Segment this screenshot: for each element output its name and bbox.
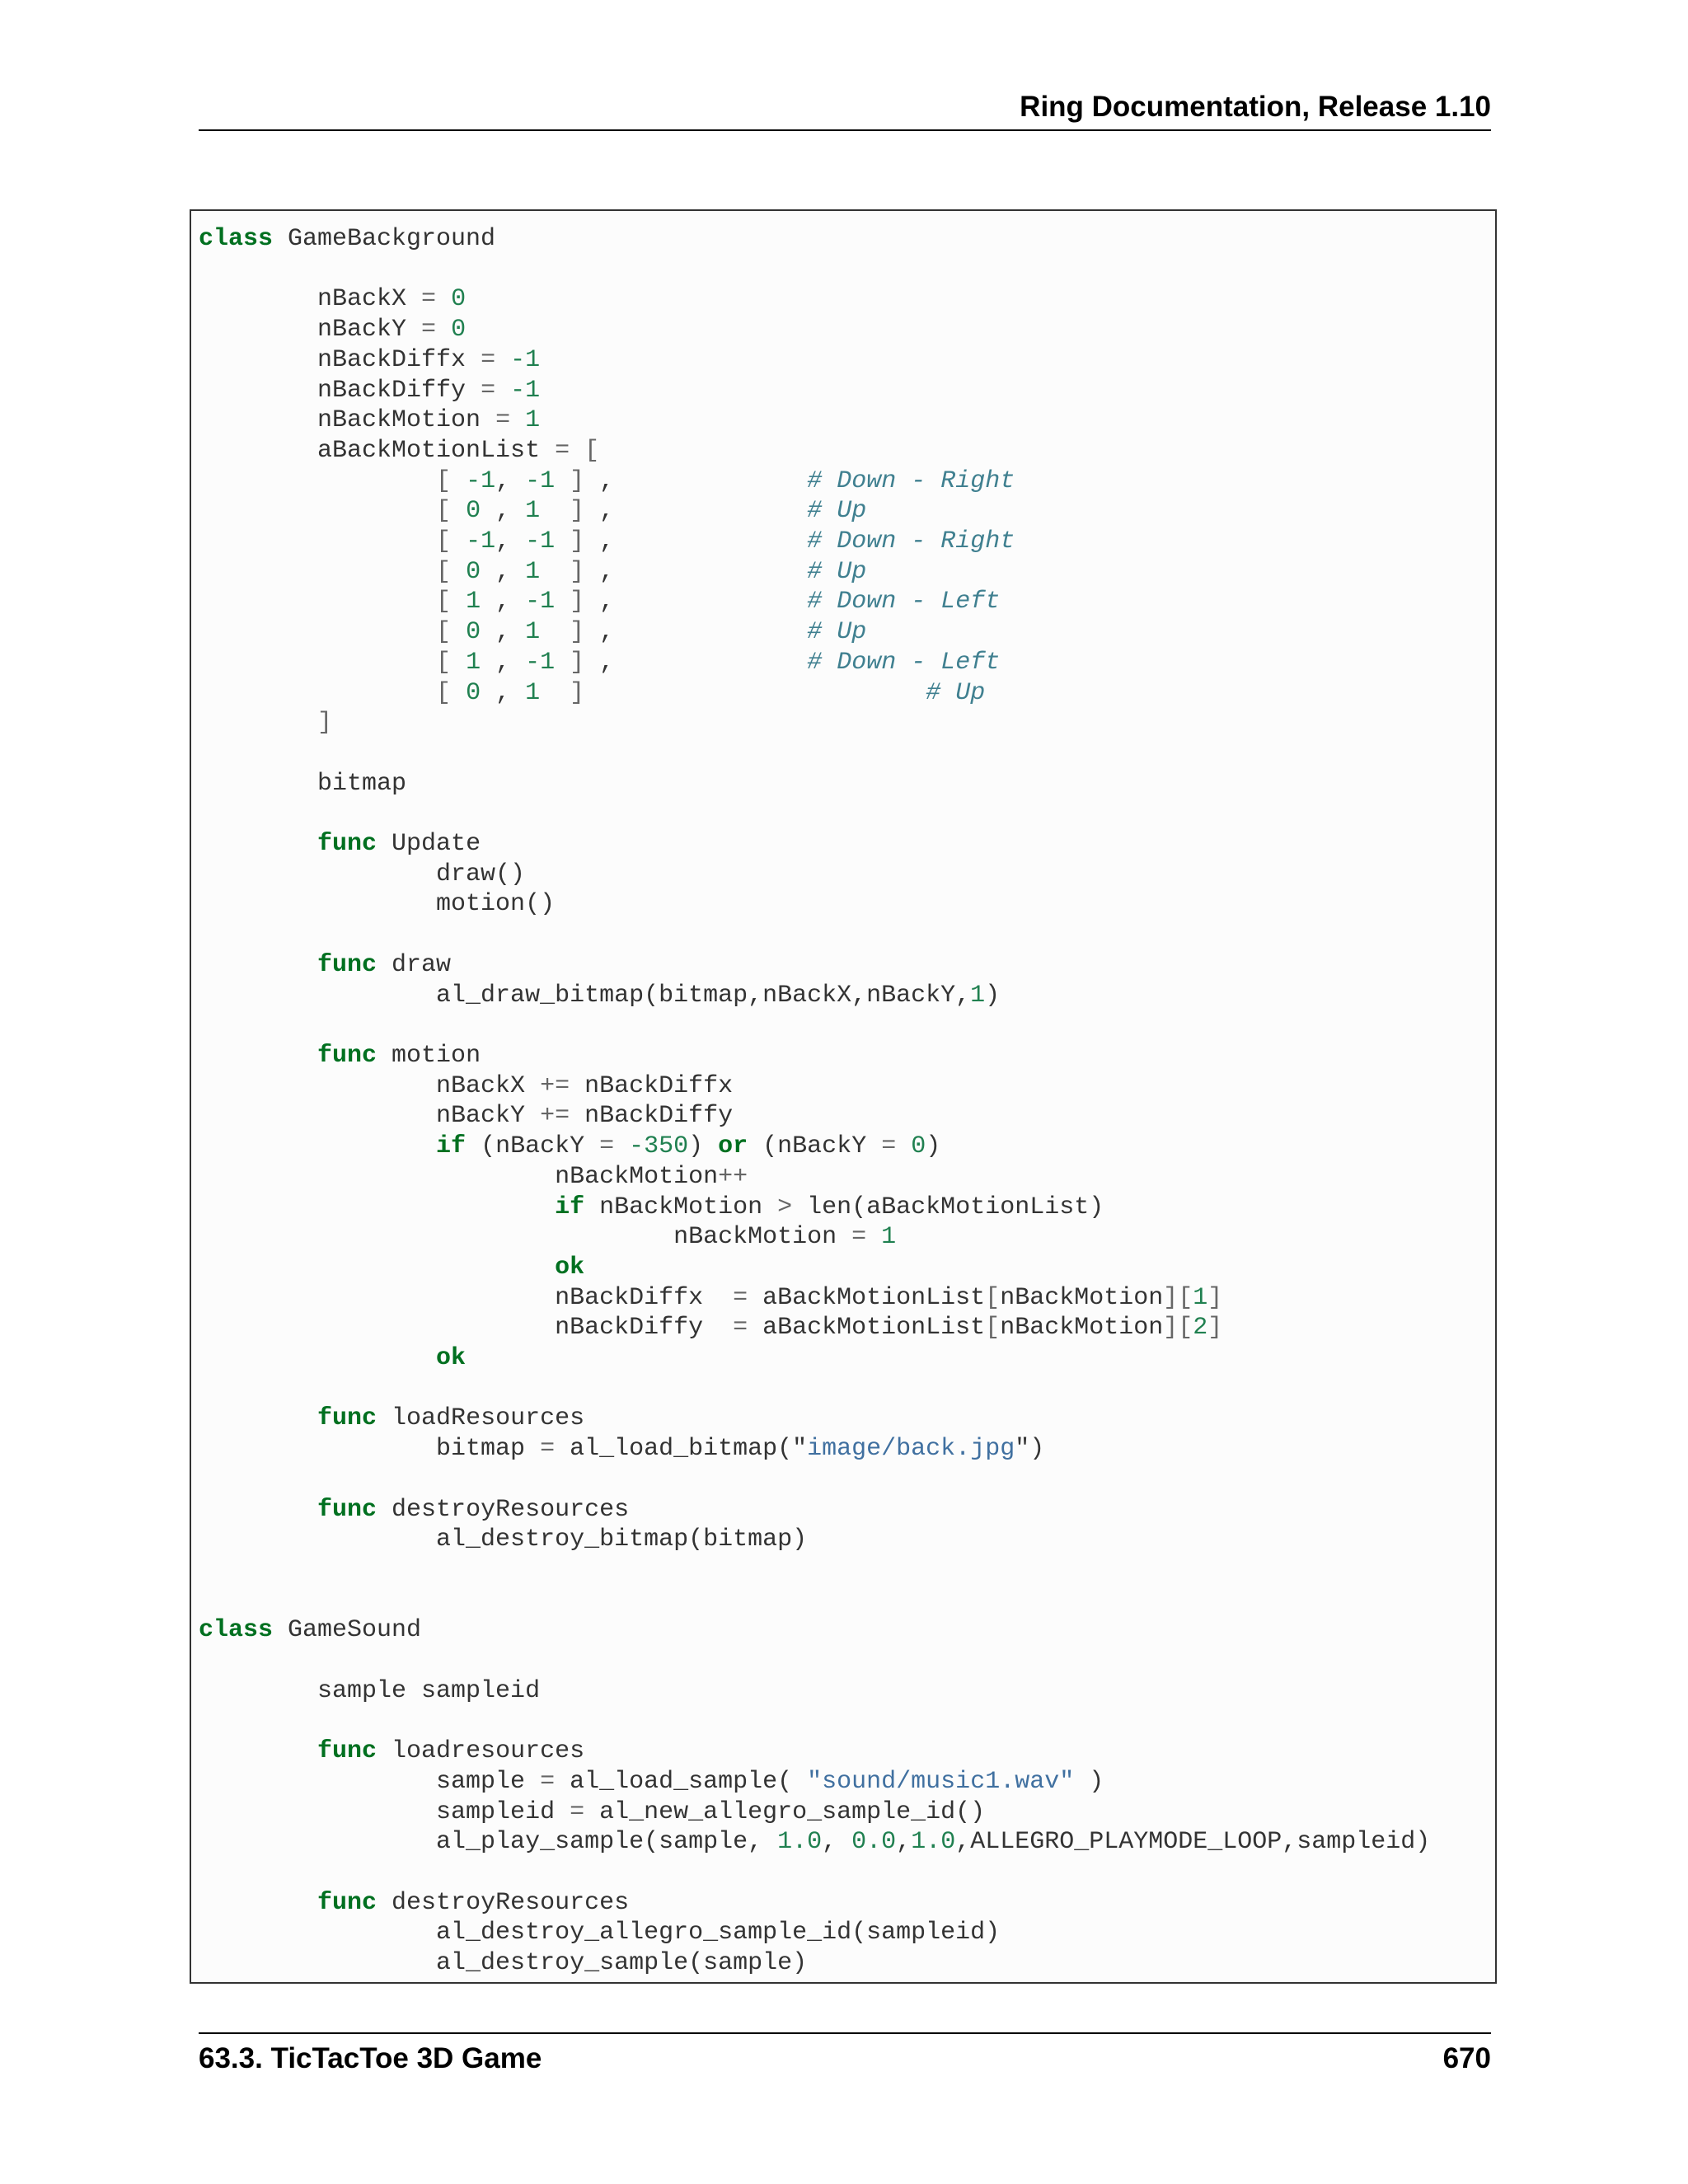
code-operator: [ — [436, 618, 452, 647]
code-text — [540, 679, 570, 707]
code-text — [199, 558, 436, 586]
code-text — [866, 1223, 881, 1251]
code-keyword: func — [317, 1495, 377, 1524]
code-line — [199, 709, 332, 737]
code-text: , — [584, 648, 808, 677]
running-header-title: Ring Documentation, Release 1.10 — [1020, 91, 1491, 123]
code-text — [199, 951, 317, 979]
code-keyword: if — [555, 1193, 585, 1221]
code-text: sample — [199, 1767, 541, 1796]
code-text — [436, 316, 451, 344]
code-line — [199, 649, 1000, 677]
code-operator: [ — [436, 648, 452, 677]
code-text: ) — [926, 1132, 941, 1161]
code-comment: # Down - Right — [807, 527, 1015, 556]
code-number: -350 — [629, 1132, 689, 1161]
code-text — [199, 467, 436, 495]
code-keyword: func — [317, 830, 377, 859]
code-operator: = — [555, 436, 570, 465]
code-text: nBackMotion — [199, 1162, 719, 1191]
code-keyword: class — [199, 225, 274, 253]
code-text: len(aBackMotionList) — [792, 1193, 1104, 1221]
code-line — [199, 467, 1015, 495]
code-text: nBackMotion — [1000, 1314, 1164, 1343]
code-text: bitmap — [199, 1435, 541, 1464]
code-line — [199, 346, 540, 374]
code-operator: += — [540, 1102, 570, 1131]
code-text: , — [584, 618, 808, 647]
code-operator: > — [777, 1193, 793, 1221]
code-operator: ] — [570, 466, 585, 495]
code-text — [199, 1132, 436, 1160]
code-line — [199, 316, 466, 344]
footer-divider — [199, 2032, 1491, 2034]
code-line — [199, 1284, 1222, 1312]
code-line — [199, 1163, 748, 1191]
code-keyword: ok — [555, 1253, 585, 1282]
code-operator: ] — [570, 678, 585, 707]
code-text: nBackX — [199, 1071, 541, 1100]
code-text — [451, 497, 466, 525]
code-text — [199, 1254, 555, 1282]
code-text — [540, 558, 570, 586]
code-text — [510, 406, 525, 434]
code-operator: [ — [436, 557, 452, 586]
code-line — [199, 1344, 466, 1372]
code-keyword: or — [718, 1132, 748, 1161]
code-line — [199, 1949, 807, 1977]
code-line — [199, 1768, 1104, 1796]
code-line — [199, 558, 866, 586]
code-number: 1 — [1193, 1283, 1208, 1312]
code-text: , — [584, 557, 808, 586]
code-line — [199, 1889, 629, 1917]
code-line — [199, 1798, 985, 1826]
code-text: nBackX — [199, 285, 422, 314]
code-text — [614, 1132, 629, 1160]
header-divider — [199, 129, 1491, 131]
code-text: ,ALLEGRO_PLAYMODE_LOOP,sampleid) — [955, 1828, 1431, 1857]
code-text: nBackMotion — [199, 1223, 852, 1252]
code-string: image/back.jpg — [807, 1435, 1015, 1464]
code-line — [199, 1042, 481, 1070]
code-text — [199, 1042, 317, 1070]
code-comment: # Down - Left — [807, 648, 1001, 677]
code-number: 1 — [466, 588, 481, 616]
code-text — [451, 558, 466, 586]
code-text — [199, 1889, 317, 1917]
code-text: , — [584, 466, 808, 495]
code-text — [555, 649, 570, 677]
code-number: 0 — [911, 1132, 926, 1161]
code-text — [199, 1344, 436, 1372]
code-text: , — [584, 527, 808, 556]
code-line — [199, 1404, 584, 1432]
code-number: 0 — [466, 678, 481, 707]
code-text — [199, 1496, 317, 1524]
code-line — [199, 679, 985, 707]
code-text: ) — [688, 1132, 719, 1161]
code-text: motion() — [199, 890, 556, 919]
code-text: , — [584, 497, 808, 526]
code-line — [199, 770, 406, 798]
code-operator: [ — [436, 466, 452, 495]
code-text: al_destroy_bitmap(bitmap) — [199, 1526, 808, 1554]
code-text — [199, 649, 436, 677]
code-number: 1 — [970, 981, 986, 1010]
code-operator: = — [881, 1132, 897, 1161]
code-text — [199, 497, 436, 525]
code-text: nBackY — [199, 1102, 541, 1131]
code-text — [451, 679, 466, 707]
code-text: aBackMotionList — [748, 1283, 986, 1312]
code-line — [199, 830, 481, 858]
code-text — [451, 588, 466, 616]
footer-section-title: 63.3. TicTacToe 3D Game — [199, 2042, 542, 2074]
code-line — [199, 225, 495, 253]
code-text: ) — [985, 981, 1001, 1010]
code-line — [199, 527, 1015, 555]
code-operator: = — [481, 376, 496, 405]
code-operator: [ — [985, 1283, 1001, 1312]
code-text: GameBackground — [273, 225, 496, 253]
code-line — [199, 1132, 940, 1160]
code-text: ") — [1015, 1435, 1045, 1464]
code-text: motion — [377, 1041, 481, 1070]
code-text: , — [481, 678, 526, 707]
code-text — [495, 346, 510, 374]
code-operator: = — [733, 1314, 748, 1343]
code-operator: = — [851, 1223, 867, 1252]
code-text: (nBackY — [748, 1132, 882, 1161]
code-text: , — [481, 648, 526, 677]
code-number: 0.0 — [851, 1828, 897, 1857]
code-text — [451, 618, 466, 646]
code-line — [199, 1193, 1104, 1221]
code-text — [436, 285, 451, 313]
code-operator: ] — [570, 648, 585, 677]
code-keyword: if — [436, 1132, 467, 1161]
code-operator: ] — [317, 709, 333, 738]
code-text: (nBackY — [466, 1132, 600, 1161]
code-operator: ] — [570, 527, 585, 556]
code-text: aBackMotionList — [748, 1314, 986, 1343]
code-text: aBackMotionList — [199, 436, 556, 465]
code-text — [555, 588, 570, 616]
code-number: -1 — [525, 466, 556, 495]
code-line — [199, 588, 1000, 616]
code-text: al_destroy_allegro_sample_id(sampleid) — [199, 1919, 1001, 1947]
code-number: 1 — [525, 406, 541, 435]
code-line — [199, 497, 866, 525]
code-line — [199, 377, 540, 405]
code-text: loadResources — [377, 1404, 585, 1433]
code-number: -1 — [510, 376, 541, 405]
code-line — [199, 1254, 584, 1282]
code-operator: ][ — [1163, 1314, 1193, 1343]
code-comment: # Up — [807, 618, 867, 647]
code-text: al_load_bitmap(" — [555, 1435, 808, 1464]
code-text: , — [495, 527, 526, 556]
code-keyword: func — [317, 1404, 377, 1433]
code-operator: = — [733, 1283, 748, 1312]
code-text: nBackDiffy — [570, 1102, 734, 1131]
code-text: , — [481, 497, 526, 526]
code-number: 0 — [451, 285, 467, 314]
code-text: sampleid — [199, 1797, 570, 1826]
code-text: al_play_sample(sample, — [199, 1828, 778, 1857]
code-operator: = — [495, 406, 511, 435]
code-text — [451, 649, 466, 677]
code-line — [199, 1072, 733, 1100]
code-text: bitmap — [199, 769, 407, 798]
code-line — [199, 1737, 584, 1765]
code-text: al_draw_bitmap(bitmap,nBackX,nBackY, — [199, 981, 971, 1010]
code-text — [555, 527, 570, 555]
code-operator: ] — [570, 497, 585, 526]
code-number: 1 — [881, 1223, 897, 1252]
code-listing — [199, 224, 1430, 1979]
code-keyword: func — [317, 1737, 377, 1766]
code-text: nBackMotion — [1000, 1283, 1164, 1312]
code-line — [199, 1223, 896, 1251]
code-text — [199, 527, 436, 555]
code-text: ) — [1074, 1767, 1104, 1796]
code-operator: ++ — [718, 1162, 748, 1191]
code-text: nBackDiffx — [199, 345, 481, 374]
code-line — [199, 951, 451, 979]
code-line — [199, 618, 866, 646]
code-number: -1 — [525, 588, 556, 616]
code-number: -1 — [525, 648, 556, 677]
code-operator: [ — [436, 497, 452, 526]
code-string: "sound/music1.wav" — [807, 1767, 1075, 1796]
code-number: 1 — [525, 618, 541, 647]
code-line — [199, 1435, 1044, 1463]
code-operator: ] — [570, 588, 585, 616]
code-operator: [ — [584, 436, 600, 465]
code-text — [570, 437, 584, 465]
code-number: -1 — [510, 345, 541, 374]
code-operator: ] — [1207, 1283, 1223, 1312]
code-text: destroyResources — [377, 1495, 630, 1524]
code-text — [199, 1737, 317, 1765]
code-text: draw() — [199, 860, 526, 888]
code-text: , — [495, 466, 526, 495]
code-operator: [ — [436, 527, 452, 556]
code-line — [199, 1677, 540, 1705]
code-text: nBackY — [199, 316, 422, 344]
code-text: , — [896, 1828, 912, 1857]
code-text — [555, 467, 570, 495]
code-line — [199, 1526, 807, 1554]
code-number: 1.0 — [911, 1828, 956, 1857]
code-text: nBackMotion — [584, 1193, 778, 1221]
code-number: 1 — [525, 678, 541, 707]
code-text — [199, 1193, 555, 1221]
code-text — [199, 618, 436, 646]
code-text: loadresources — [377, 1737, 585, 1766]
code-line — [199, 437, 599, 465]
code-text — [896, 1132, 911, 1160]
code-line — [199, 285, 466, 313]
code-text: GameSound — [273, 1616, 422, 1645]
code-number: -1 — [466, 527, 496, 556]
code-line — [199, 890, 555, 918]
code-number: 1.0 — [777, 1828, 823, 1857]
code-text: , — [481, 618, 526, 647]
code-text — [495, 377, 510, 405]
code-line — [199, 1102, 733, 1130]
code-text — [199, 709, 317, 737]
code-text — [540, 618, 570, 646]
code-operator: ] — [570, 557, 585, 586]
code-text — [584, 679, 926, 707]
code-operator: = — [570, 1797, 585, 1826]
code-number: 0 — [466, 618, 481, 647]
code-number: 1 — [525, 497, 541, 526]
code-operator: ][ — [1163, 1283, 1193, 1312]
code-operator: = — [540, 1435, 556, 1464]
code-number: 1 — [525, 557, 541, 586]
code-text: destroyResources — [377, 1888, 630, 1917]
code-text: , — [584, 588, 808, 616]
code-operator: = — [540, 1767, 556, 1796]
code-line — [199, 982, 1000, 1010]
code-operator: = — [599, 1132, 615, 1161]
code-line — [199, 1616, 421, 1644]
code-text: nBackDiffx — [199, 1283, 734, 1312]
code-number: -1 — [525, 527, 556, 556]
code-text: sample sampleid — [199, 1676, 541, 1705]
code-text: al_load_sample( — [555, 1767, 808, 1796]
code-text: nBackDiffx — [570, 1071, 734, 1100]
code-operator: = — [481, 345, 496, 374]
code-keyword: func — [317, 1041, 377, 1070]
code-text — [540, 497, 570, 525]
code-number: 0 — [451, 316, 467, 344]
code-text — [199, 1404, 317, 1432]
code-text — [199, 679, 436, 707]
code-operator: ] — [1207, 1314, 1223, 1343]
code-comment: # Up — [807, 557, 867, 586]
code-operator: [ — [436, 678, 452, 707]
code-keyword: ok — [436, 1344, 467, 1373]
page-number: 670 — [1442, 2042, 1491, 2074]
code-keyword: func — [317, 1888, 377, 1917]
code-number: -1 — [466, 466, 496, 495]
code-comment: # Up — [926, 678, 986, 707]
code-line — [199, 1314, 1222, 1342]
code-operator: = — [421, 285, 437, 314]
code-line — [199, 860, 525, 888]
code-line — [199, 1919, 1000, 1947]
code-text: nBackMotion — [199, 406, 496, 435]
code-text: nBackDiffy — [199, 1314, 734, 1343]
code-text: al_new_allegro_sample_id() — [584, 1797, 986, 1826]
code-text: Update — [377, 830, 481, 859]
code-text: al_destroy_sample(sample) — [199, 1949, 808, 1978]
code-keyword: func — [317, 950, 377, 979]
code-text: , — [481, 557, 526, 586]
code-text — [199, 588, 436, 616]
code-line — [199, 1496, 629, 1524]
code-number: 2 — [1193, 1314, 1208, 1343]
code-number: 1 — [466, 648, 481, 677]
code-operator: += — [540, 1071, 570, 1100]
code-number: 0 — [466, 557, 481, 586]
code-operator: ] — [570, 618, 585, 647]
code-text: nBackDiffy — [199, 376, 481, 405]
code-comment: # Down - Right — [807, 466, 1015, 495]
code-text — [451, 467, 466, 495]
code-operator: [ — [436, 588, 452, 616]
code-text: , — [481, 588, 526, 616]
code-text — [451, 527, 466, 555]
code-text: , — [822, 1828, 852, 1857]
code-line — [199, 1828, 1430, 1856]
code-keyword: class — [199, 1616, 274, 1645]
code-comment: # Up — [807, 497, 867, 526]
code-text: draw — [377, 950, 452, 979]
code-text — [199, 830, 317, 858]
code-comment: # Down - Left — [807, 588, 1001, 616]
code-number: 0 — [466, 497, 481, 526]
code-operator: [ — [985, 1314, 1001, 1343]
code-line — [199, 406, 540, 434]
code-operator: = — [421, 316, 437, 344]
